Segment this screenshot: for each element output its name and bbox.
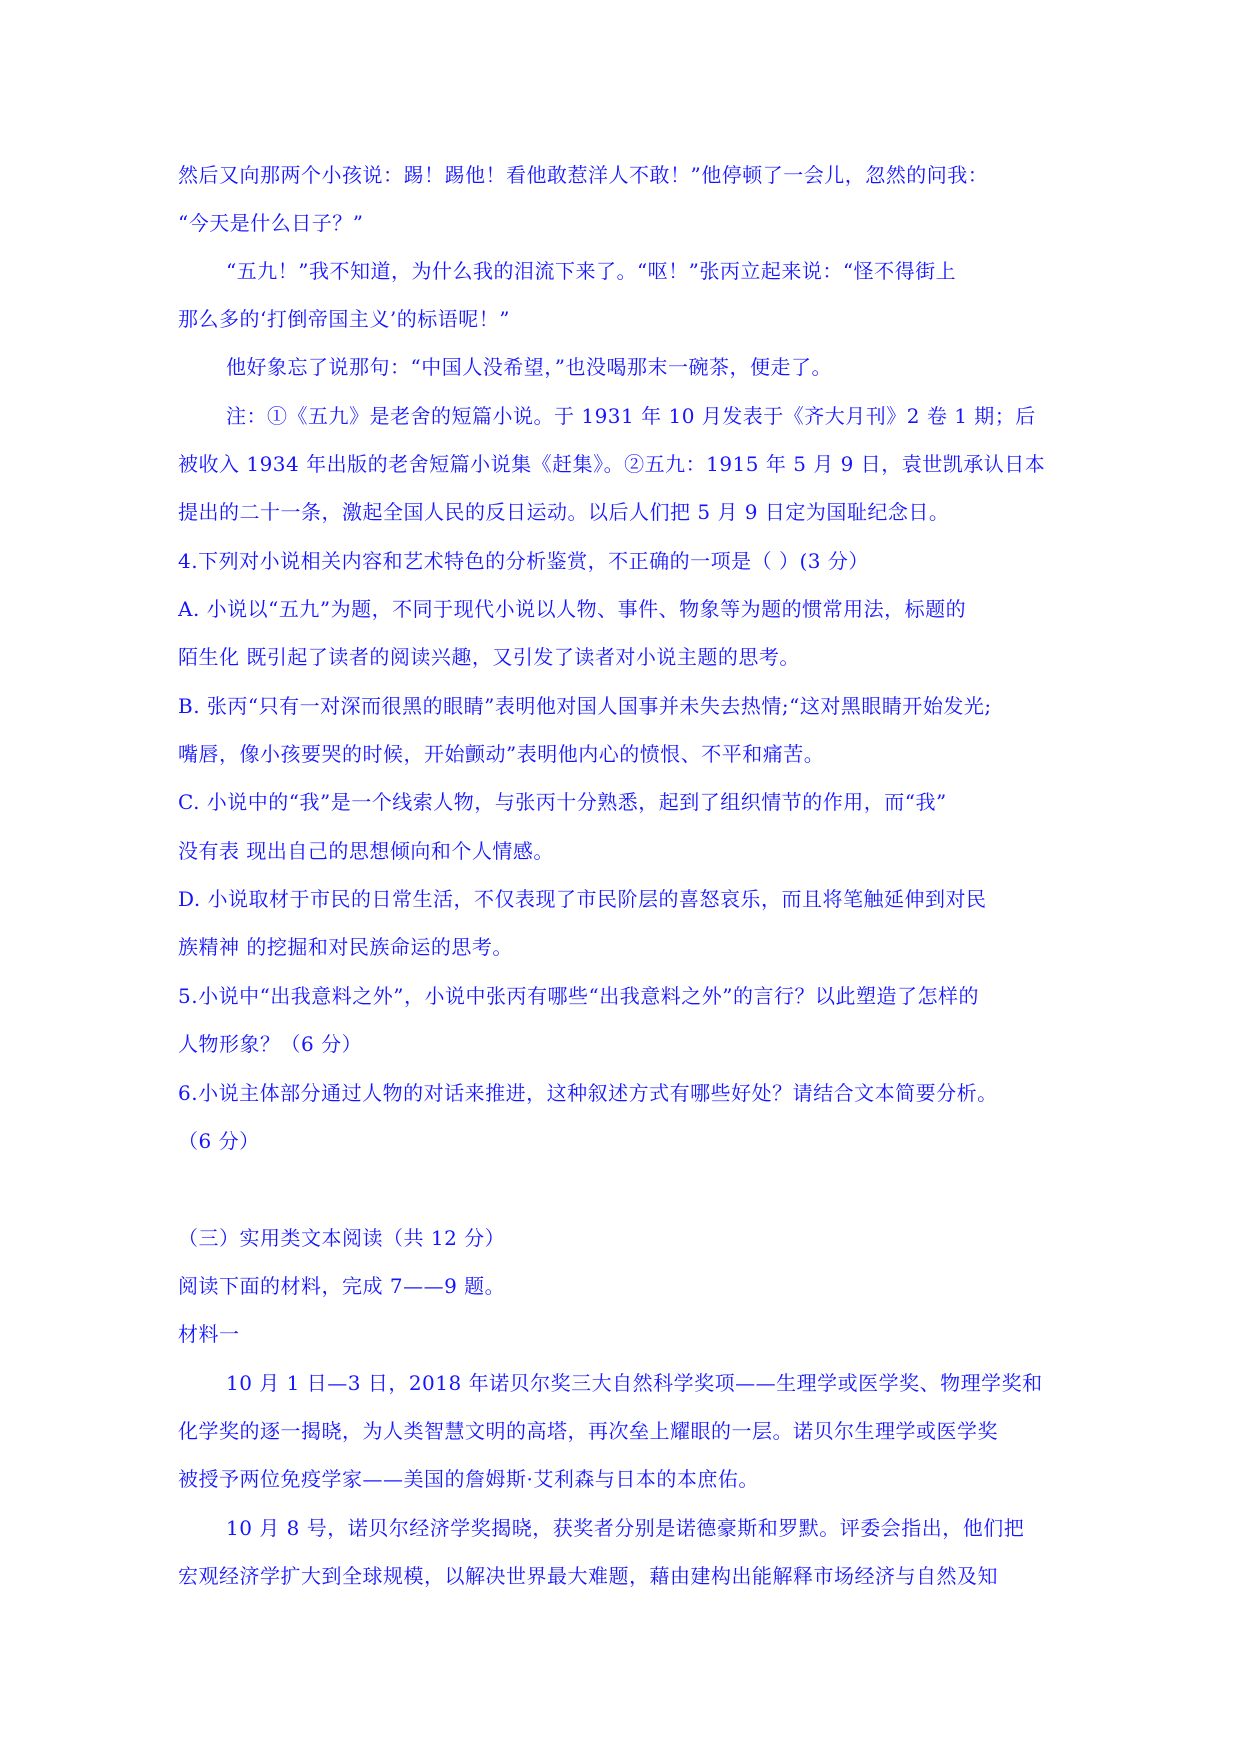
option-b-line: 嘴唇，像小孩要哭的时候，开始颤动”表明他内心的愤恨、不平和痛苦。 [178,742,825,766]
question-4: 4.下列对小说相关内容和艺术特色的分析鉴赏，不正确的一项是（ ）(3 分） [178,549,869,573]
text-line: “五九！”我不知道，为什么我的泪流下来了。“呕！”张丙立起来说：“怪不得街上 [226,259,957,283]
question-5: 5.小说中“出我意料之外”，小说中张丙有哪些“出我意料之外”的言行？以此塑造了怎样的 [178,984,979,1008]
instruction-line: 阅读下面的材料，完成 7——9 题。 [178,1274,506,1298]
text-line: 10 月 8 号，诺贝尔经济学奖揭晓，获奖者分别是诺德豪斯和罗默。评委会指出，他们把 [226,1516,1025,1540]
text-line: 他好象忘了说那句：“中国人没希望，”也没喝那末一碗茶，便走了。 [226,355,832,379]
text-line: 化学奖的逐一揭晓，为人类智慧文明的高塔，再次垒上耀眼的一层。诺贝尔生理学或医学奖 [178,1419,998,1443]
text-line: 然后又向那两个小孩说：踢！踢他！看他敢惹洋人不敢！”他停顿了一会儿，忽然的问我： [178,163,989,187]
section-heading: （三）实用类文本阅读（共 12 分） [178,1226,506,1250]
option-b-line: B. 张丙“只有一对深而很黑的眼睛”表明他对国人国事并未失去热情;“这对黑眼睛开始发光; [178,694,992,718]
text-line: 被授予两位免疫学家——美国的詹姆斯·艾利森与日本的本庶佑。 [178,1467,759,1491]
material-label: 材料一 [178,1322,240,1346]
note-line: 注：①《五九》是老舍的短篇小说。于 1931 年 10 月发表于《齐大月刊》2 卷 1 期；后 [226,404,1036,428]
option-d-line: 族精神 的挖掘和对民族命运的思考。 [178,935,513,959]
option-c-line: C. 小说中的“我”是一个线索人物，与张丙十分熟悉，起到了组织情节的作用，而“我” [178,790,947,814]
option-d-line: D. 小说取材于市民的日常生活，不仅表现了市民阶层的喜怒哀乐，而且将笔触延伸到对民 [178,887,987,911]
note-line: 被收入 1934 年出版的老舍短篇小说集《赶集》。②五九：1915 年 5 月 9 日，袁世凯承认日本 [178,452,1046,476]
text-line: 宏观经济学扩大到全球规模，以解决世界最大难题，藉由建构出能解释市场经济与自然及知 [178,1564,998,1588]
option-c-line: 没有表 现出自己的思想倾向和个人情感。 [178,839,554,863]
question-6: 6.小说主体部分通过人物的对话来推进，这种叙述方式有哪些好处？请结合文本简要分析。 [178,1081,998,1105]
option-a-line: 陌生化 既引起了读者的阅读兴趣，又引发了读者对小说主题的思考。 [178,645,800,669]
question-6: （6 分） [178,1129,260,1153]
note-line: 提出的二十一条，激起全国人民的反日运动。以后人们把 5 月 9 日定为国耻纪念日。 [178,500,950,524]
text-line: 10 月 1 日—3 日，2018 年诺贝尔奖三大自然科学奖项——生理学或医学奖、物理学奖和 [226,1371,1043,1395]
option-a-line: A. 小说以“五九”为题，不同于现代小说以人物、事件、物象等为题的惯常用法，标题的 [178,597,967,621]
text-line: “今天是什么日子？” [178,211,364,235]
text-line: 那么多的‘打倒帝国主义’的标语呢！” [178,307,510,331]
question-5: 人物形象？（6 分） [178,1032,363,1056]
